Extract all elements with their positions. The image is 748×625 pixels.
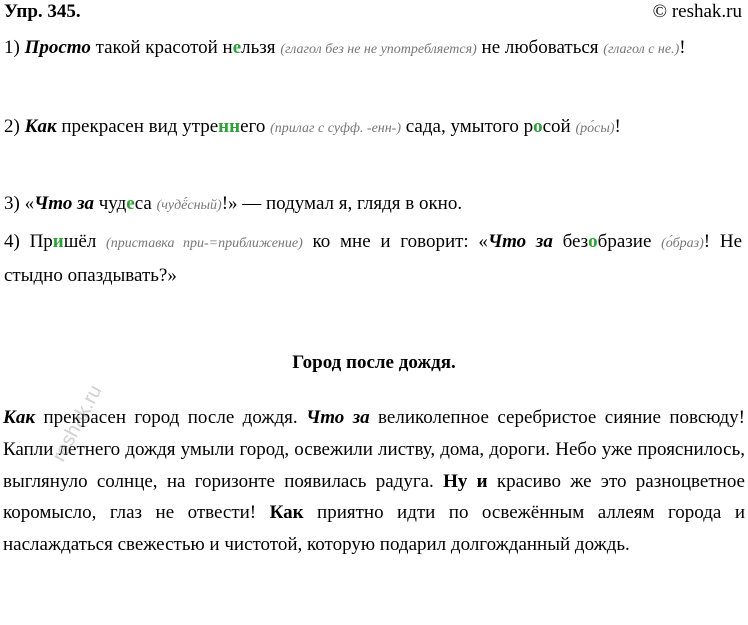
text-bold-3: Ну и — [443, 470, 488, 492]
text-bold-1: Как — [3, 407, 36, 428]
item-4-note-2: (о́браз) — [661, 236, 704, 251]
item-4-text-1: шёл — [63, 231, 107, 252]
item-4-text-3: без — [552, 231, 589, 252]
item-1-text-4: ! — [679, 37, 686, 58]
item-3-number: 3) « — [4, 193, 35, 214]
exercise-number: Упр. 345. — [4, 1, 81, 22]
item-4-highlight-2: о — [588, 231, 598, 252]
item-2-number: 2) — [4, 116, 25, 137]
item-4-text-4: бразие — [597, 231, 662, 252]
item-2-highlight-2: о — [533, 116, 543, 137]
item-4-text-5: ! Не — [703, 231, 743, 252]
text-segment-2: великолепное серебристое сияние повсюду! Капли летнего дождя умыли город, освежили листву, дома, дороги. Небо уже прояснилось, выглянуло солнце, на горизонте появилась радуга. — [3, 407, 746, 492]
item-2-note-1: (прилаг с суфф. -енн-) — [270, 121, 402, 136]
text-bold-2: Что за — [306, 407, 370, 428]
item-3-bold: Что за — [34, 193, 94, 214]
item-2-text-4: сой — [542, 116, 576, 137]
item-4-note-1: (приставка при-=приближение) — [106, 236, 303, 251]
item-2-text-1: прекрасен вид утре — [56, 116, 219, 137]
item-1-text-3: не любоваться — [476, 37, 604, 58]
item-3-text-1: чуд — [93, 193, 127, 214]
item-1-text-1: такой красотой н — [90, 37, 233, 58]
item-2 — [4, 111, 742, 145]
text-segment-4: приятно идти по освежённым аллеям города и наслаждаться свежестью и чистотой, которую подарил долгожданный дождь. — [3, 502, 745, 556]
item-1-number: 1) — [4, 37, 25, 58]
item-1 — [4, 32, 742, 66]
item-4-number: 4) Пр — [4, 231, 53, 252]
item-4-bold: Что за — [487, 231, 553, 252]
item-4-text-6: стыдно опаздывать?» — [4, 264, 177, 286]
item-2-text-5: ! — [614, 116, 621, 137]
text-segment-3: красиво же это разноцветное коромысло, глаз не отвести! — [3, 470, 745, 524]
item-1-highlight-1: е — [232, 37, 242, 58]
main-text — [3, 402, 745, 561]
item-3-text-2: са — [134, 193, 157, 214]
item-3-note-1: (чудё́сный) — [156, 198, 222, 213]
item-4-text-2: ко мне и говорит: « — [302, 231, 488, 252]
item-1-bold: Просто — [24, 37, 91, 58]
watermark: reshak.ru — [48, 381, 107, 466]
item-1-note-2: (глагол с не.) — [603, 42, 680, 57]
item-2-text-2: его — [240, 116, 271, 137]
item-4 — [4, 226, 742, 291]
item-2-highlight-1: нн — [218, 116, 241, 137]
item-1-note-1: (глагол без не не употребляется) — [280, 42, 477, 57]
text-bold-4: Как — [269, 502, 304, 524]
text-title: Город после дождя. — [292, 352, 456, 373]
text-segment-1: прекрасен город после дождя. — [35, 407, 307, 428]
item-2-bold: Как — [24, 116, 57, 137]
item-3-highlight-1: е — [126, 193, 135, 214]
item-2-note-2: (ро́сы) — [575, 121, 615, 136]
item-3 — [4, 188, 742, 222]
site-credit: © reshak.ru — [652, 1, 742, 22]
item-1-text-2: льзя — [241, 37, 281, 58]
item-2-text-3: сада, умытого р — [401, 116, 534, 137]
item-3-text-3: !» — подумал я, глядя в окно. — [221, 193, 463, 214]
item-4-highlight-1: и — [52, 231, 64, 252]
